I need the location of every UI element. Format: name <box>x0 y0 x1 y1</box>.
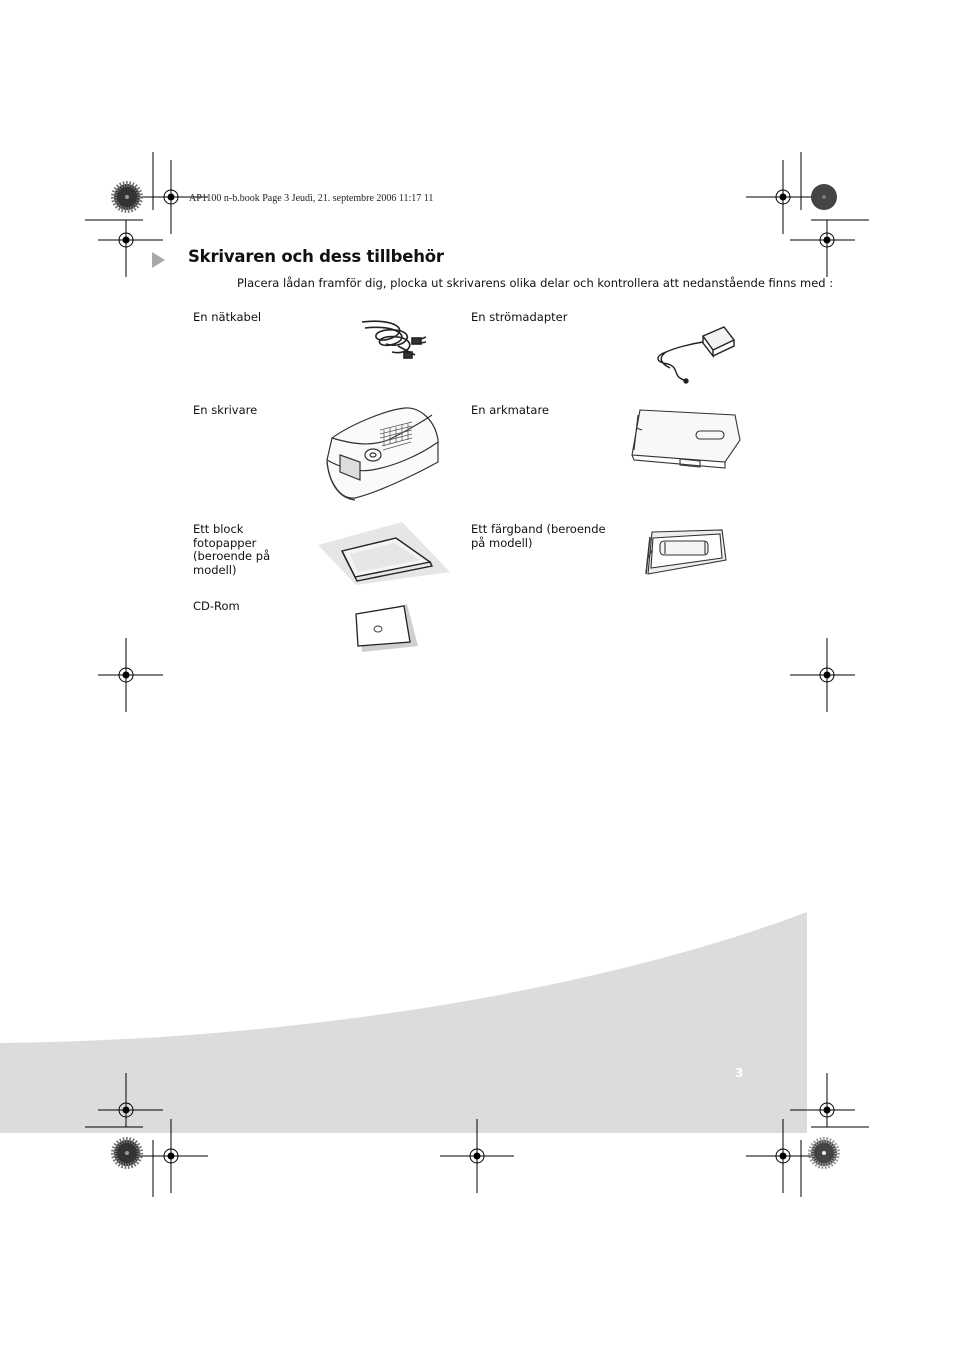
printer-icon <box>327 408 438 500</box>
item-label-sheet-feeder: En arkmatare <box>471 403 550 417</box>
item-label-photo-paper: Ett block fotopapper (beroende på modell) <box>193 522 271 577</box>
photo-paper-icon <box>318 522 450 585</box>
ink-ribbon-icon <box>646 530 726 574</box>
power-adapter-icon <box>658 327 734 383</box>
item-label-printer: En skrivare <box>193 403 258 417</box>
power-cable-icon <box>362 321 426 358</box>
sheet-feeder-icon <box>632 410 740 468</box>
item-label-cd-rom: CD-Rom <box>193 599 240 613</box>
section-intro: Placera lådan framför dig, plocka ut skrivarens olika delar och kontrollera att nedanstående finns med : <box>237 276 834 290</box>
page-number: 3 <box>735 1066 744 1080</box>
section-title: Skrivaren och dess tillbehör <box>188 247 444 266</box>
item-label-ink-ribbon: Ett färgband (beroende på modell) <box>471 522 606 550</box>
item-label-power-adapter: En strömadapter <box>471 310 568 324</box>
book-file-info: AP1100 n-b.book Page 3 Jeudi, 21. septembre 2006 11:17 11 <box>189 193 434 204</box>
item-label-power-cable: En nätkabel <box>193 310 262 324</box>
cd-rom-icon <box>356 604 418 652</box>
